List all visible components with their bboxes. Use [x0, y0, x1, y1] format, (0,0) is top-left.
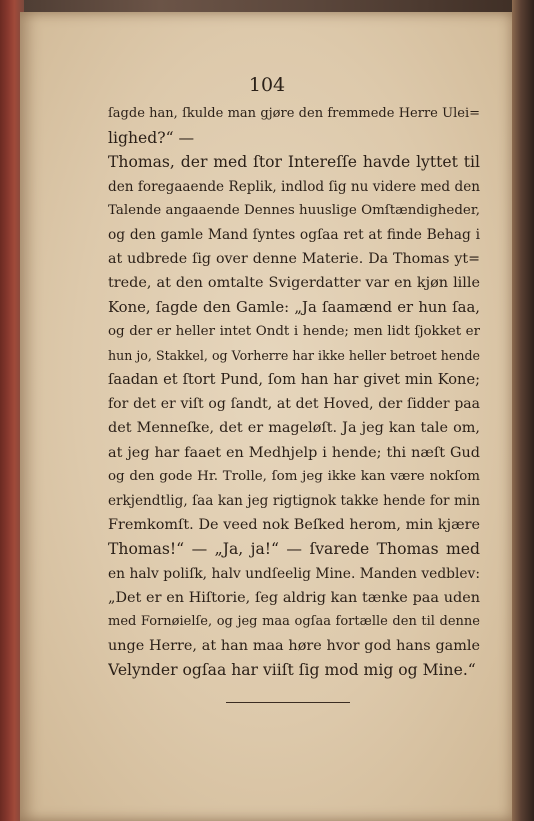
- text-line: den foregaaende Replik, indlod ſig nu videre med den: [108, 178, 480, 195]
- text-line: „Det er en Hiſtorie, ſeg aldrig kan tænke paa uden: [108, 589, 480, 606]
- text-line: Fremkomſt. De veed nok Beſked herom, min kjære: [108, 517, 480, 534]
- text-line: trede, at den omtalte Svigerdatter var en kjøn lille: [108, 275, 480, 292]
- text-line: at udbrede ſig over denne Materie. Da Thomas yt=: [108, 251, 480, 268]
- page-stack-right-edge: [512, 0, 534, 821]
- text-line: en halv poliſk, halv undſeelig Mine. Manden vedblev:: [108, 565, 480, 582]
- text-line: unge Herre, at han maa høre hvor god hans gamle: [108, 638, 480, 655]
- text-line: ſagde han, ſkulde man gjøre den fremmede Herre Ulei=: [108, 106, 480, 121]
- text-line: erkjendtlig, ſaa kan jeg rigtignok takke hende for min: [108, 493, 480, 509]
- page-number: 104: [248, 74, 286, 96]
- text-line: hun jo, Stakkel, og Vorherre har ikke heller betroet hende: [108, 347, 480, 363]
- text-line: og den gode Hr. Trolle, ſom jeg ikke kan være nokſom: [108, 468, 480, 484]
- text-line: lighed?“ —: [108, 129, 195, 148]
- text-line: Velynder ogſaa har viiſt ſig mod mig og Mine.“: [108, 661, 476, 680]
- text-line: Thomas!“ — „Ja, ja!“ — ſvarede Thomas med: [108, 540, 480, 559]
- text-line: og der er heller intet Ondt i hende; men lidt ſjokket er: [108, 323, 480, 339]
- text-line: og den gamle Mand ſyntes ogſaa ret at finde Behag i: [108, 226, 480, 243]
- section-rule: [226, 702, 350, 703]
- text-line: for det er viſt og ſandt, at det Hoved, der ſidder paa: [108, 396, 480, 413]
- text-line: det Menneſke, det er mageløſt. Ja jeg kan tale om,: [108, 420, 480, 437]
- body-text: [108, 102, 480, 683]
- text-line: Talende angaaende Dennes huuslige Omſtændigheder,: [108, 202, 480, 218]
- text-line: ſaadan et ſtort Pund, ſom han har givet min Kone;: [108, 371, 480, 389]
- text-line: Thomas, der med ſtor Intereſſe havde lyttet til: [108, 153, 480, 172]
- text-line: at jeg har faaet en Medhjelp i hende; thi næſt Gud: [108, 444, 480, 461]
- text-line: Kone, ſagde den Gamle: „Ja ſaamænd er hun ſaa,: [108, 298, 480, 316]
- text-line: med Fornøielſe, og jeg maa ogſaa fortælle den til denne: [108, 613, 480, 629]
